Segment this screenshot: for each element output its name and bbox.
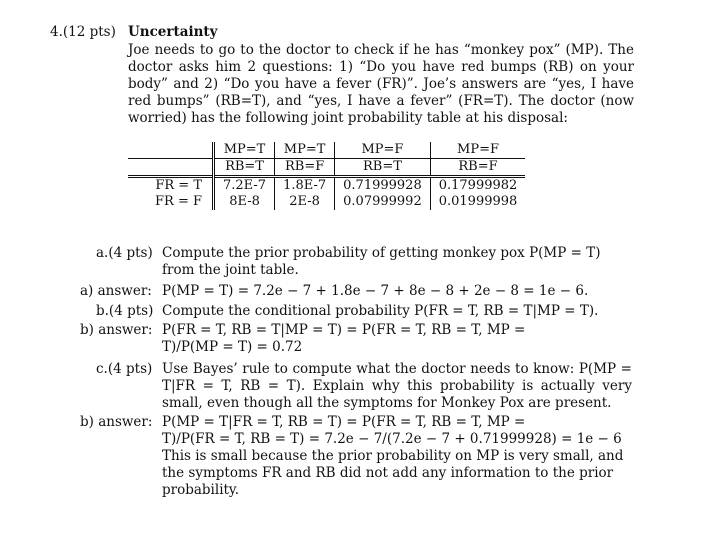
header-mp-cell: MP=T [275,142,335,159]
header-mp-cell: MP=F [430,142,525,159]
table-cell: 2E-8 [275,194,335,210]
table-row [128,194,525,210]
table-corner-cell [128,142,214,159]
header-rb-cell: RB=T [214,159,275,177]
table-cell: 8E-8 [214,194,275,210]
table-cell: 0.01999998 [430,194,525,210]
table-cell: 0.17999982 [430,177,525,195]
problem-intro [128,42,634,127]
joint-probability-table [128,142,525,210]
part-b-answer [162,322,632,356]
problem-number: 4.(12 pts) [50,24,116,40]
header-rb-cell: RB=F [275,159,335,177]
header-mp-cell: MP=F [335,142,431,159]
answer-line: T)/P(FR = T, RB = T) = 7.2e − 7/(7.2e − 7 + 0.71999928) = 1e − 6 [162,431,622,447]
answer-line: the symptoms FR and RB did not add any information to the prior [162,465,614,481]
part-a-answer: P(MP = T) = 7.2e − 7 + 1.8e − 7 + 8e − 8 + 2e − 8 = 1e − 6. [162,283,589,299]
row-label-cell: FR = T [128,177,214,195]
intro-line: worried) has the following joint probability table at his disposal: [128,110,568,126]
header-mp-cell: MP=T [214,142,275,159]
part-a-label: a.(4 pts) [96,245,153,261]
answer-line: P(FR = T, RB = T|MP = T) = P(FR = T, RB = T, MP = [162,322,526,338]
intro-line: red bumps” (RB=T), and “yes, I have a fever” (FR=T). The doctor (now [128,93,634,109]
problem-title: Uncertainty [128,24,218,40]
table-header-row [128,142,525,159]
part-b-answer-label: b) answer: [80,322,153,338]
table-cell: 0.71999928 [335,177,431,195]
question-line: T|FR = T, RB = T). Explain why this probability is actually very [162,378,632,394]
part-b-label: b.(4 pts) [96,303,154,319]
intro-line: body” and 2) “Do you have a fever (FR)”. Joe’s answers are “yes, I have [128,76,634,92]
part-c-answer-label: b) answer: [80,414,153,430]
answer-line: T)/P(MP = T) = 0.72 [162,339,303,355]
question-line: Compute the prior probability of getting monkey pox P(MP = T) [162,245,601,261]
part-a-answer-label: a) answer: [80,283,152,299]
header-rb-cell: RB=T [335,159,431,177]
answer-line: P(MP = T|FR = T, RB = T) = P(FR = T, RB = T, MP = [162,414,526,430]
part-b-question: Compute the conditional probability P(FR = T, RB = T|MP = T). [162,303,599,319]
part-a-question [162,245,632,279]
table-corner-cell [128,159,214,177]
row-label-cell: FR = F [155,194,202,209]
question-line: from the joint table. [162,262,299,278]
table-cell: 0.07999992 [335,194,431,210]
answer-line: This is small because the prior probability on MP is very small, and [162,448,624,464]
answer-line: probability. [162,482,240,498]
intro-line: doctor asks him 2 questions: 1) “Do you have red bumps (RB) on your [128,59,634,75]
part-c-question [162,361,632,412]
intro-line: Joe needs to go to the doctor to check if he has “monkey pox” (MP). The [128,42,634,58]
table-row [128,177,525,195]
part-c-label: c.(4 pts) [96,361,153,377]
part-c-answer [162,414,632,499]
question-line: Use Bayes’ rule to compute what the doctor needs to know: P(MP = [162,361,632,377]
table-cell: 7.2E-7 [214,177,275,195]
table-header-row [128,159,525,177]
header-rb-cell: RB=F [430,159,525,177]
table-cell: 1.8E-7 [275,177,335,195]
question-line: small, even though all the symptoms for Monkey Pox are present. [162,395,612,411]
